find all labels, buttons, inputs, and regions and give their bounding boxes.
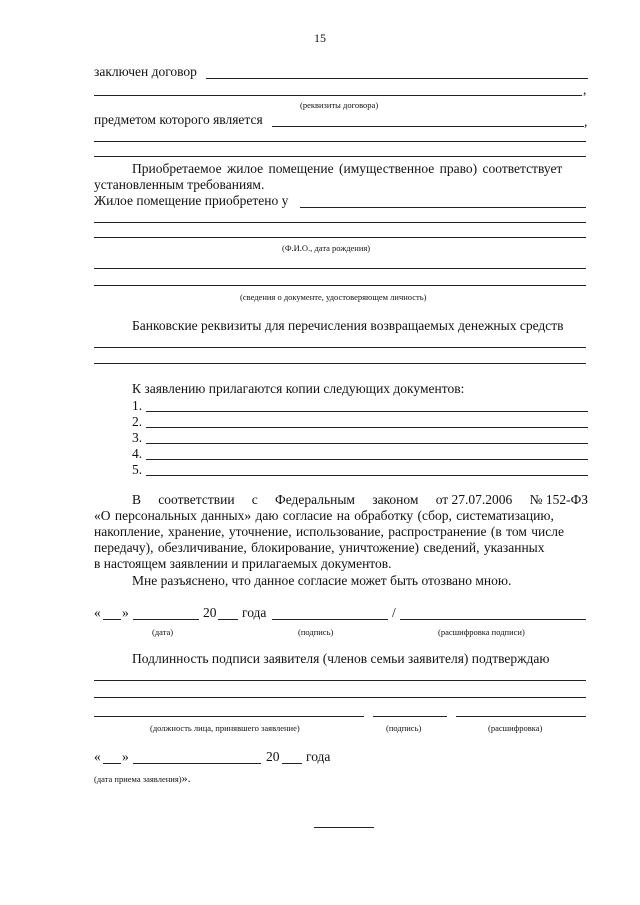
signature-sign-line[interactable]: [272, 619, 388, 620]
bank-label: Банковские реквизиты для перечисления возвращаемых денежных средств: [132, 318, 564, 333]
acquired-line-2[interactable]: [94, 222, 586, 223]
contract-subject-line-1[interactable]: [272, 126, 584, 127]
receipt-caption-end: ».: [181, 771, 191, 785]
attachment-line-1[interactable]: [146, 411, 588, 412]
attachment-number-2: 2.: [132, 414, 143, 429]
signature-close-quote: »: [122, 605, 129, 620]
acquired-caption-name: (Ф.И.О., дата рождения): [282, 243, 371, 253]
acquired-label: Жилое помещение приобретено у: [94, 193, 289, 208]
signature-caption-date: (дата): [152, 627, 174, 637]
consent-word: законом: [372, 492, 419, 507]
consent-word: соответствии: [158, 492, 235, 507]
receipt-open-quote: «: [94, 749, 101, 764]
attachment-number-4: 4.: [132, 446, 143, 461]
consent-word: Федеральным: [275, 492, 355, 507]
consent-word: В: [132, 492, 142, 507]
contract-comma: ,: [583, 82, 587, 97]
authenticity-line-1[interactable]: [94, 680, 586, 681]
consent-word: с: [251, 492, 258, 507]
signature-caption-decode: (расшифровка подписи): [438, 627, 525, 637]
attachments-label: К заявлению прилагаются копии следующих документов:: [132, 381, 465, 396]
signature-year-line[interactable]: [218, 619, 238, 620]
attachment-line-3[interactable]: [146, 443, 588, 444]
acquired-line-5[interactable]: [94, 285, 586, 286]
authenticity-line-2[interactable]: [94, 697, 586, 698]
contract-subject-line-2[interactable]: [94, 141, 586, 142]
consent-line-1: [132, 492, 588, 508]
attachment-number-1: 1.: [132, 398, 143, 413]
receipt-year-suffix: года: [306, 749, 331, 764]
consent-line-2: «О персональных данных» даю согласие на обработку (сбор, систематизацию,: [94, 508, 554, 523]
contract-subject-comma: ,: [584, 114, 588, 129]
attachment-line-5[interactable]: [146, 475, 588, 476]
attachment-number-5: 5.: [132, 462, 143, 477]
signature-month-line[interactable]: [133, 619, 199, 620]
contract-label: заключен договор: [94, 64, 197, 79]
signature-slash: /: [392, 605, 396, 620]
signature-open-quote: «: [94, 605, 101, 620]
authenticity-sign-line[interactable]: [373, 716, 447, 717]
attachment-number-3: 3.: [132, 430, 143, 445]
signature-decode-line[interactable]: [400, 619, 586, 620]
bank-line-1[interactable]: [94, 347, 586, 348]
signature-caption-sign: (подпись): [298, 627, 334, 637]
authenticity-decode-line[interactable]: [456, 716, 586, 717]
consent-line-4: передачу), обезличивание, блокирование, уничтожение) сведений, указанных: [94, 540, 545, 555]
consent-line-5: в настоящем заявлении и прилагаемых документов.: [94, 556, 392, 571]
acquired-line-1[interactable]: [300, 207, 586, 208]
authenticity-caption-position: (должность лица, принявшего заявление): [150, 723, 300, 733]
compliance-line-2: установленным требованиям.: [94, 177, 265, 192]
receipt-year-prefix: 20: [266, 749, 280, 764]
contract-line-1[interactable]: [206, 78, 588, 79]
acquired-caption-id: (сведения о документе, удостоверяющем личность): [240, 292, 427, 302]
authenticity-caption-sign: (подпись): [386, 723, 422, 733]
acquired-line-3[interactable]: [94, 237, 586, 238]
signature-day-line[interactable]: [103, 619, 121, 620]
receipt-year-line[interactable]: [282, 763, 302, 764]
receipt-caption-text: (дата приема заявления): [94, 774, 182, 784]
receipt-day-line[interactable]: [103, 763, 121, 764]
consent-line-3: накопление, хранение, уточнение, использование, распространение (в том числе: [94, 524, 564, 539]
acquired-line-4[interactable]: [94, 268, 586, 269]
authenticity-position-line[interactable]: [94, 716, 364, 717]
consent-word: от 27.07.2006: [435, 492, 513, 507]
consent-revocable: Мне разъяснено, что данное согласие может быть отозвано мною.: [132, 573, 512, 588]
signature-year-prefix: 20: [203, 605, 217, 620]
receipt-caption: [94, 773, 191, 784]
contract-line-2[interactable]: [94, 95, 582, 96]
attachment-line-4[interactable]: [146, 459, 588, 460]
receipt-close-quote: »: [122, 749, 129, 764]
contract-subject-line-3[interactable]: [94, 156, 586, 157]
closing-rule: [314, 827, 374, 828]
bank-line-2[interactable]: [94, 363, 586, 364]
authenticity-label: Подлинность подписи заявителя (членов семьи заявителя) подтверждаю: [132, 651, 550, 666]
receipt-month-line[interactable]: [133, 763, 261, 764]
attachment-line-2[interactable]: [146, 427, 588, 428]
signature-year-suffix: года: [242, 605, 267, 620]
compliance-line-1: Приобретаемое жилое помещение (имущественное право) соответствует: [132, 161, 563, 176]
authenticity-caption-decode: (расшифровка): [488, 723, 543, 733]
page-number: 15: [314, 31, 326, 45]
contract-caption: (реквизиты договора): [300, 100, 379, 110]
contract-subject-label: предметом которого является: [94, 112, 263, 127]
consent-word: № 152-ФЗ: [529, 492, 588, 507]
